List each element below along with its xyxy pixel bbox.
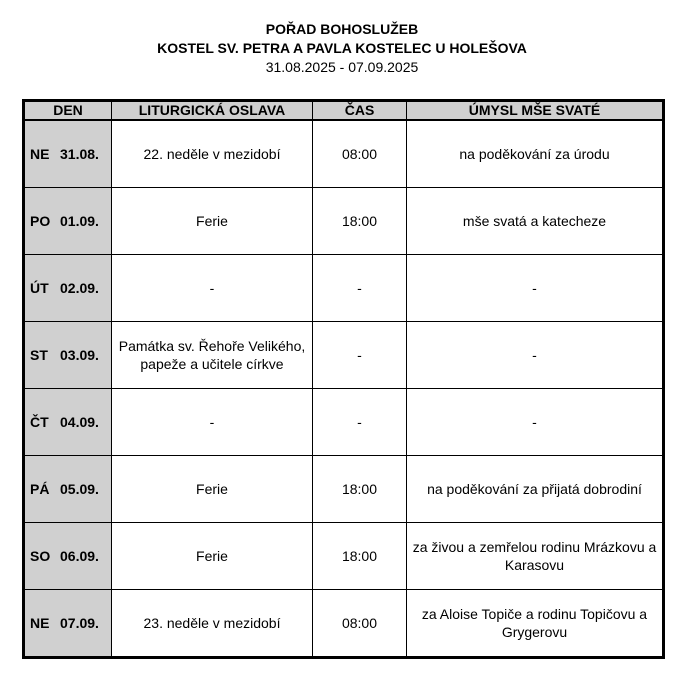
time-cell: -: [313, 255, 407, 322]
time-cell: -: [313, 389, 407, 456]
table-row: [24, 523, 664, 590]
table-header-row: [24, 101, 664, 121]
day-abbr: ST: [30, 347, 48, 363]
day-abbr: PÁ: [30, 481, 50, 497]
day-cell: [24, 188, 112, 255]
celebration-cell: 22. neděle v mezidobí: [112, 120, 313, 188]
day-abbr: ÚT: [30, 280, 49, 296]
table-row: [24, 389, 664, 456]
day-date: 03.09.: [60, 347, 99, 363]
day-date: 31.08.: [60, 146, 99, 162]
celebration-cell: Ferie: [112, 523, 313, 590]
celebration-cell: Památka sv. Řehoře Velikého, papeže a učitele církve: [112, 322, 313, 389]
celebration-cell: Ferie: [112, 188, 313, 255]
intention-cell: za živou a zemřelou rodinu Mrázkovu a Karasovu: [407, 523, 664, 590]
table-row: [24, 322, 664, 389]
intention-cell: na poděkování za úrodu: [407, 120, 664, 188]
day-date: 01.09.: [60, 213, 99, 229]
date-range: 31.08.2025 - 07.09.2025: [265, 59, 419, 75]
table-row: [24, 120, 664, 188]
time-cell: 18:00: [313, 456, 407, 523]
schedule-table: [22, 99, 665, 659]
celebration-cell: -: [112, 255, 313, 322]
column-header-time: ČAS: [313, 101, 407, 121]
intention-cell: -: [407, 255, 664, 322]
column-header-intention: ÚMYSL MŠE SVATÉ: [407, 101, 664, 121]
celebration-cell: 23. neděle v mezidobí: [112, 590, 313, 658]
document-title: POŘAD BOHOSLUŽEB: [265, 21, 419, 37]
celebration-cell: Ferie: [112, 456, 313, 523]
day-date: 06.09.: [60, 548, 99, 564]
day-abbr: NE: [30, 615, 50, 631]
day-date: 02.09.: [60, 280, 99, 296]
time-cell: 08:00: [313, 120, 407, 188]
intention-cell: na poděkování za přijatá dobrodiní: [407, 456, 664, 523]
day-abbr: NE: [30, 146, 50, 162]
day-cell: [24, 255, 112, 322]
time-cell: 18:00: [313, 188, 407, 255]
intention-cell: mše svatá a katecheze: [407, 188, 664, 255]
time-cell: -: [313, 322, 407, 389]
time-cell: 18:00: [313, 523, 407, 590]
day-cell: [24, 389, 112, 456]
day-date: 05.09.: [60, 481, 99, 497]
column-header-celebration: LITURGICKÁ OSLAVA: [112, 101, 313, 121]
church-name: KOSTEL SV. PETRA A PAVLA KOSTELEC U HOLEŠOVA: [157, 40, 527, 56]
celebration-cell: -: [112, 389, 313, 456]
table-row: [24, 188, 664, 255]
day-date: 04.09.: [60, 414, 99, 430]
document-header: [0, 20, 684, 77]
day-cell: [24, 120, 112, 188]
column-header-day: DEN: [24, 101, 112, 121]
day-abbr: SO: [30, 548, 51, 564]
day-cell: [24, 590, 112, 658]
day-date: 07.09.: [60, 615, 99, 631]
day-cell: [24, 523, 112, 590]
day-abbr: PO: [30, 213, 51, 229]
table-row: [24, 255, 664, 322]
day-cell: [24, 456, 112, 523]
intention-cell: -: [407, 322, 664, 389]
time-cell: 08:00: [313, 590, 407, 658]
intention-cell: -: [407, 389, 664, 456]
day-cell: [24, 322, 112, 389]
table-row: [24, 590, 664, 658]
table-row: [24, 456, 664, 523]
day-abbr: ČT: [30, 414, 49, 430]
intention-cell: za Aloise Topiče a rodinu Topičovu a Grygerovu: [407, 590, 664, 658]
